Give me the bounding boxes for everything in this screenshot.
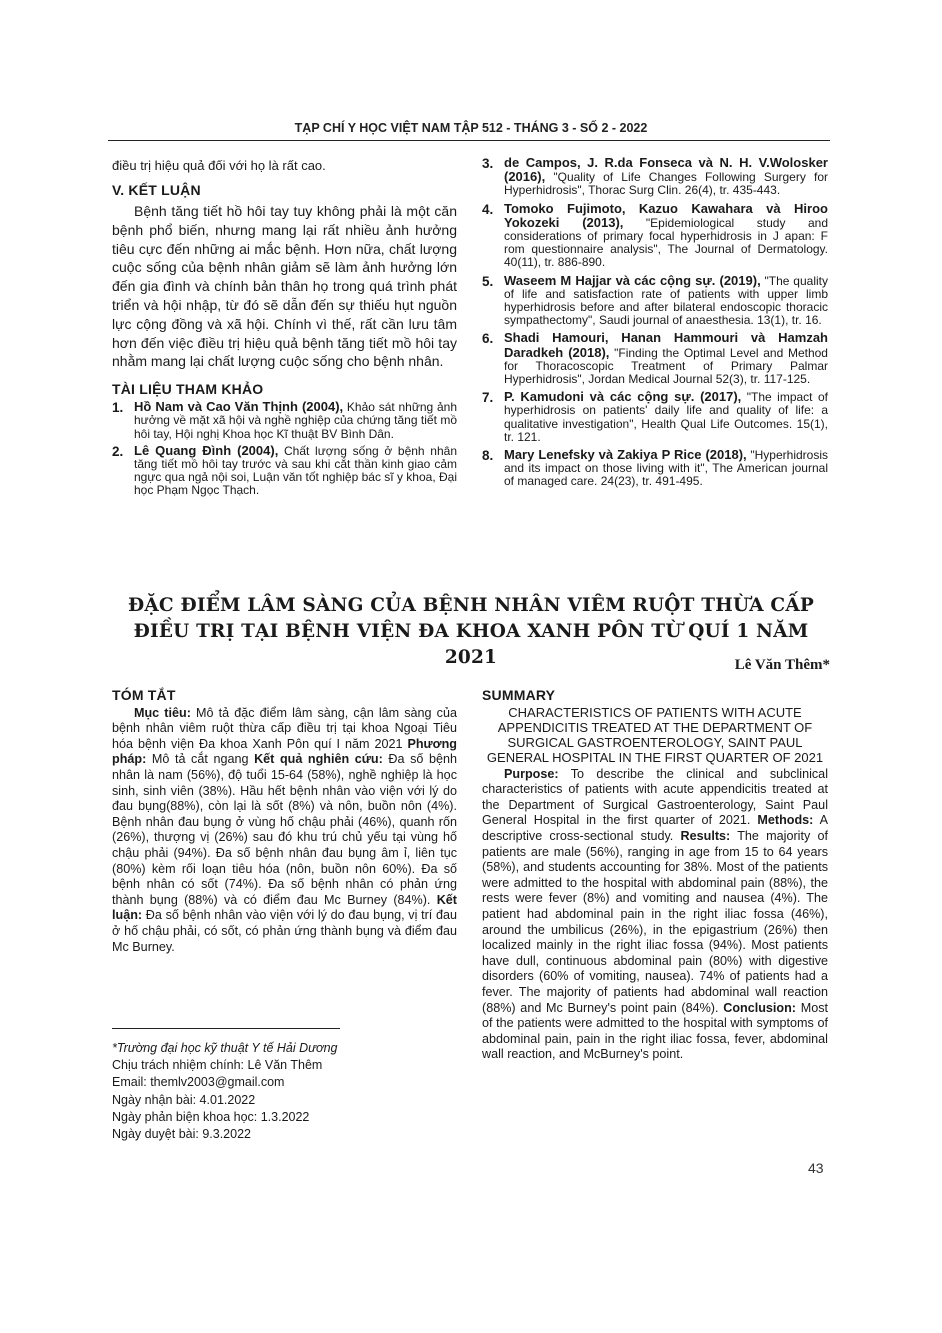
page-number: 43 [808, 1160, 824, 1176]
footnote-rule [112, 1028, 340, 1029]
reference-number: 4. [482, 201, 494, 217]
reference-item [482, 156, 828, 198]
abstract-vi-heading: TÓM TẮT [112, 687, 176, 703]
continued-text: điều trị hiệu quả đối với họ là rất cao. [112, 158, 326, 173]
label-conclusion: Kết luận: [112, 892, 457, 923]
reference-author: P. Kamudoni và các cộng sự. (2017), [504, 389, 742, 405]
reference-number: 3. [482, 156, 494, 171]
footnote-accepted: Ngày duyệt bài: 9.3.2022 [112, 1127, 251, 1142]
reference-number: 6. [482, 331, 494, 347]
reference-number: 8. [482, 448, 494, 464]
footnote-email: Email: themlv2003@gmail.com [112, 1075, 285, 1090]
journal-header: TẠP CHÍ Y HỌC VIỆT NAM TẬP 512 - THÁNG 3 - SỐ 2 - 2022 [294, 121, 648, 135]
header-rule [108, 140, 830, 141]
reference-number: 2. [112, 443, 124, 459]
label-results: Kết quả nghiên cứu: [254, 752, 383, 767]
text-conclusion-en: Most of the patients were admitted to the hospital with symptoms of abdominal pain, pain in the right iliac fossa, fever, abdominal wall reaction, and McBurney's point. [482, 1000, 829, 1062]
reference-number: 7. [482, 390, 494, 406]
footnote [112, 1040, 457, 1143]
reference-text: Chất lượng sống ở bệnh nhân tăng tiết mồ hôi tay trước và sau khi cắt thần kinh giao cảm ngực qua ngả nội soi, Luận văn tốt nghiệp bác sĩ y khoa, Đại học Phạm Ngọc Thạch. [134, 443, 457, 498]
reference-author: Waseem M Hajjar và các cộng sự. (2019), [504, 272, 761, 288]
reference-author: Tomoko Fujimoto, Kazuo Kawahara và Hiroo Yokozeki (2013), [504, 200, 828, 230]
text-results: Đa số bệnh nhân là nam (56%), độ tuổi 15-64 (58%), nghề nghiệp là học sinh, sinh viên (38%). Hầu hết bệnh nhân vào viện với lý do đau bụng(88%), còn lại là sốt (8%) và nôn, buồn nôn (4%). Bệnh nhân đau bụng ở vùng hố chậu phải (46%), quanh rốn (26%), thượng vị (26%) sau đó khu trú chủ yếu tại vùng hố chậu phải (94%). Đa số bệnh nhân đau bụng âm ỉ, liên tục (80%) kèm rối loạn tiêu hóa (nôn, buồn nôn 60%). Đa số bệnh nhân có sốt (74%). Đa số bệnh nhân có phản ứng thành bụng (88%) và có điểm đau Mc Burney (84%). [112, 752, 457, 907]
label-methods: Methods: [757, 813, 814, 828]
footnote-affiliation: *Trường đại học kỹ thuật Y tế Hải Dương [112, 1041, 338, 1055]
reference-number: 5. [482, 273, 494, 289]
article-title-line: ĐẶC ĐIỂM LÂM SÀNG CỦA BỆNH NHÂN VIÊM RUỘT THỪA CẤP [127, 595, 814, 616]
reference-text: "Quality of Life Changes Following Surgery for Hyperhidrosis", Thorac Surg Clin. 26(4), tr. 435-443. [504, 170, 828, 198]
text-methods: A descriptive cross-sectional study. [482, 813, 828, 843]
text-purpose: To describe the clinical and subclinical characteristics of patients with acute appendicitis treated at the Department of Surgical Gastroenterology, Saint Paul General Hospital in the first quarter of 2021. [482, 766, 828, 828]
references-heading: TÀI LIỆU THAM KHẢO [112, 381, 264, 398]
reference-text: "The impact of hyperhidrosis on patients' daily life and quality of life: a qualitative investigation", Health Qual Life Outcomes. 15(1), tr. 121. [504, 390, 828, 444]
text-objective: Mô tả đặc điểm lâm sàng, cận lâm sàng của bệnh nhân viêm ruột thừa cấp điều trị tại khoa Ngoại Tiêu hóa bệnh viện Đa khoa Xanh Pôn quí I năm 2021 [112, 705, 457, 751]
reference-text: "Epidemiological study and considerations of primary focal hyperhidrosis in J apan: F rom questionnaire analysis", The Journal of Dermatology. 40(11), tr. 886-890. [504, 215, 828, 270]
summary-heading: SUMMARY [482, 687, 556, 703]
reference-author: de Campos, J. R.da Fonseca và N. H. V.Wolosker (2016), [504, 155, 828, 185]
references-list-left [112, 400, 457, 497]
references-list-right [482, 156, 828, 489]
reference-text: Khảo sát những ảnh hưởng về mặt xã hội và nghề nghiệp của chứng tăng tiết mồ hôi tay, Hội nghị Khoa học Kĩ thuật BV Bình Dân. [134, 400, 457, 441]
text-conclusion: Đa số bệnh nhân vào viện với lý do đau bụng, vị trí đau ở hố chậu phải, có sốt, có phản ứng thành bụng và điểm đau Mc Burney. [112, 908, 457, 954]
label-purpose: Purpose: [504, 766, 559, 781]
abstract-vi-body [112, 706, 457, 956]
article-author: Lê Văn Thêm* [734, 657, 830, 673]
reference-author: Mary Lenefsky và Zakiya P Rice (2018), [504, 447, 747, 463]
text-results-en: The majority of patients are male (56%), ranging in age from 15 to 64 years (58%), and students accounting for 38%. Most of the patients were admitted to the hospital with abdominal pain (88%), the rests were fever (8%) and vomiting and nausea (4%). The patient had abdominal pain in the right iliac fossa (46%), around the umbilicus (26%), in the epigastrium (26%) then localized mainly in the right iliac fossa (94%). Most patients have dull, continuous abdominal pain (80%) with digestive disorders (60% of vomiting, nausea). 74% of patients had a fever. The majority of patients had abdominal wall reaction (88%) and Mc Burney's point pain (84%). [482, 828, 828, 1015]
right-column-top [482, 156, 828, 489]
footnote-received: Ngày nhận bài: 4.01.2022 [112, 1092, 256, 1107]
reference-text: "Finding the Optimal Level and Method for Thoracoscopic Treatment of Primary Palmar Hyperhidrosis", Jordan Medical Journal 52(3), tr. 117-125. [504, 345, 828, 387]
footnote-responsible: Chịu trách nhiệm chính: Lê Văn Thêm [112, 1058, 323, 1073]
reference-item [482, 448, 828, 489]
reference-author: Lê Quang Đình (2004), [134, 442, 279, 458]
reference-item [482, 274, 828, 328]
abstract-english [482, 688, 828, 1063]
reference-item [482, 390, 828, 444]
label-results-en: Results: [680, 828, 731, 843]
reference-item [112, 444, 457, 498]
summary-title: CHARACTERISTICS OF PATIENTS WITH ACUTE APPENDICITIS TREATED AT THE DEPARTMENT OF SURGICAL GASTROENTEROLOGY, SAINT PAUL GENERAL HOSPITAL IN THE FIRST QUARTER OF 2021 [486, 704, 824, 765]
conclusion-text: Bệnh tăng tiết hồ hôi tay tuy không phải là một căn bệnh phổ biến, nhưng mang lại rất nhiều ảnh hưởng tiêu cực đến những ai mắc bệnh. Hơn nữa, chất lượng cuộc sống của bệnh nhân giảm sẽ làm ảnh hưởng lớn đến gia đình và chính bản thân họ trong quá trình phát triển và hội nhập, từ đó sẽ dẫn đến sự thiếu hụt nguồn lực cộng đồng và xã hội. Chính vì thế, rất cần lưu tâm hơn đến việc điều trị hiệu quả bệnh tăng tiết mồ hôi tay nhằm mang lại chất lượng cuộc sống cho bệnh nhân. [112, 203, 457, 370]
reference-text: "Hyperhidrosis and its impact on those living with it", The American journal of managed care. 24(23), tr. 491-495. [504, 448, 829, 489]
label-objective: Mục tiêu: [134, 705, 191, 720]
text-method: Mô tả cắt ngang [146, 752, 255, 767]
article-title [112, 593, 830, 671]
footnote-reviewed: Ngày phản biện khoa học: 1.3.2022 [112, 1109, 310, 1124]
reference-item [482, 331, 828, 386]
conclusion-heading: V. KẾT LUẬN [112, 182, 201, 198]
label-method: Phương pháp: [112, 736, 457, 767]
reference-item [482, 202, 828, 270]
label-conclusion-en: Conclusion: [723, 1000, 796, 1015]
reference-author: Shadi Hamouri, Hanan Hammouri và Hamzah Daradkeh (2018), [504, 330, 828, 360]
article-title-line: ĐIỀU TRỊ TẠI BỆNH VIỆN ĐA KHOA XANH PÔN TỪ QUÍ 1 NĂM 2021 [133, 621, 809, 668]
reference-item [112, 400, 457, 441]
left-column-top [112, 158, 457, 498]
reference-author: Hồ Nam và Cao Văn Thịnh (2004), [134, 399, 344, 415]
reference-text: "The quality of life and satisfaction rate of patients with upper limb hyperhidrosis before and after bilateral endoscopic thoracic sympathectomy", Saudi journal of anaesthesia. 13(1), tr. 16. [504, 273, 828, 328]
abstract-vietnamese [112, 688, 457, 955]
summary-body [482, 767, 828, 1063]
reference-number: 1. [112, 400, 124, 416]
